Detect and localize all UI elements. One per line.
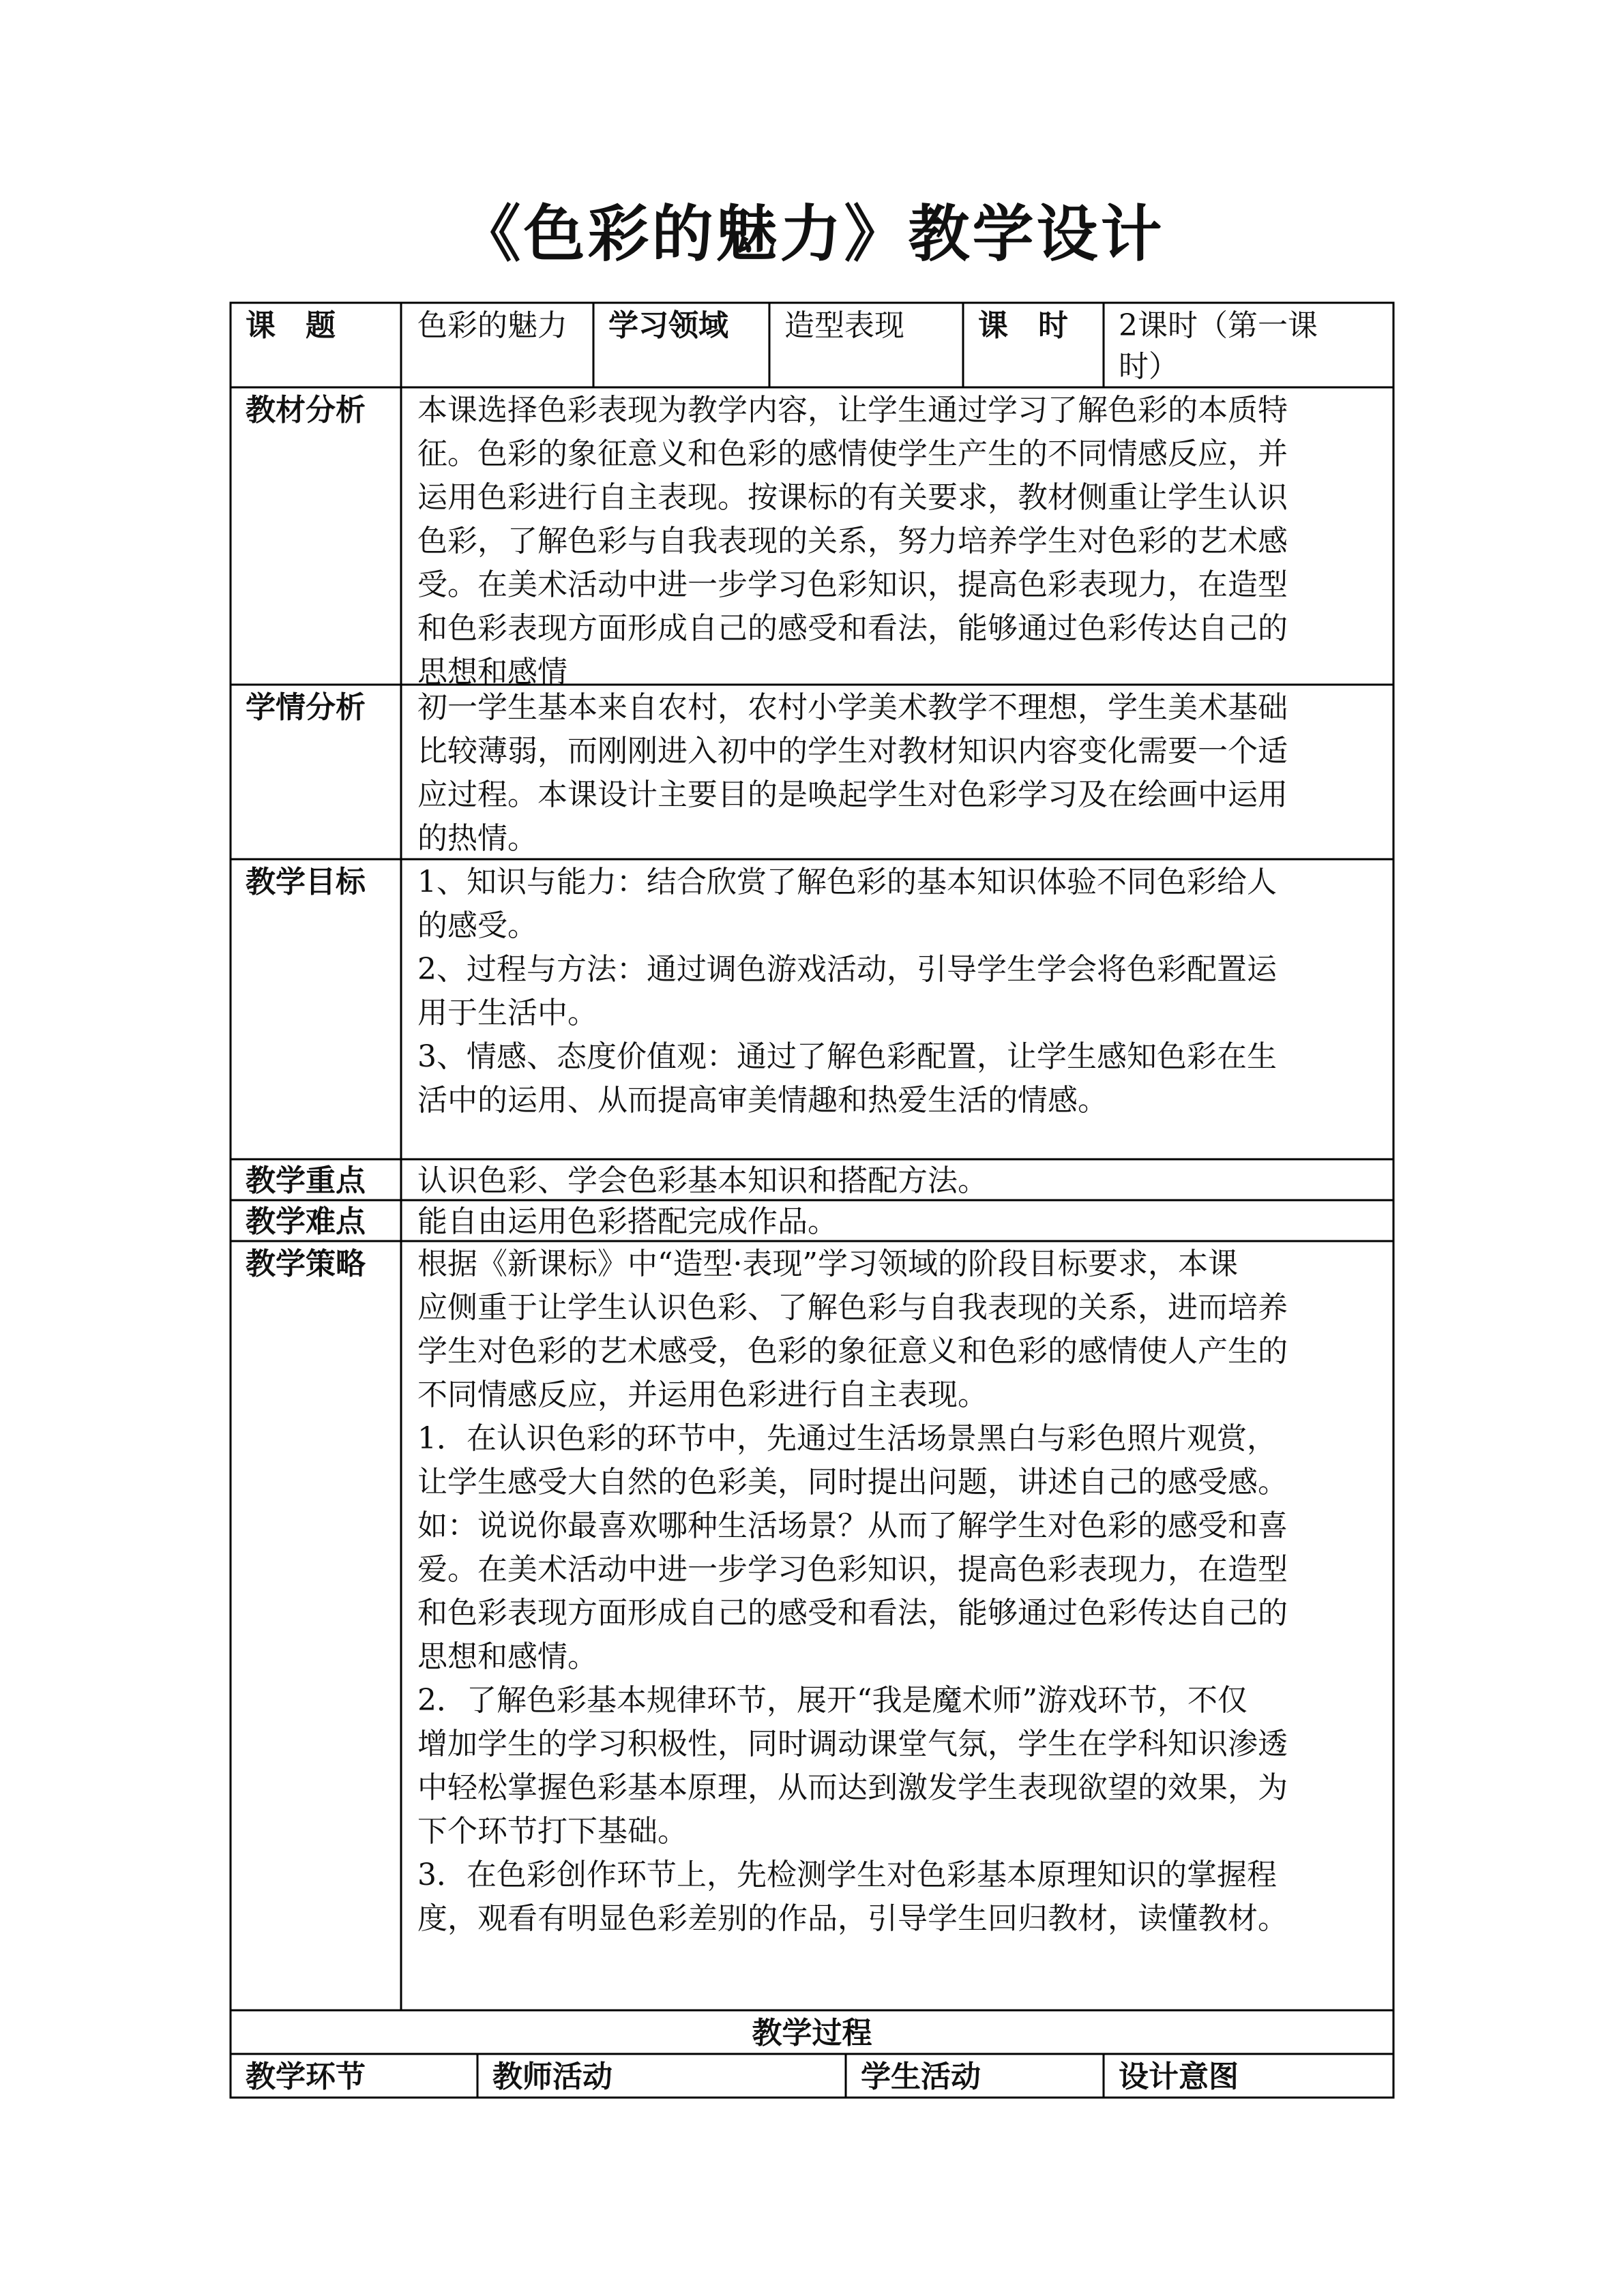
hours-value-line-1: 2课时（第一课 xyxy=(1119,308,1318,343)
strategy-line: 让学生感受大自然的色彩美，同时提出问题，讲述自己的感受感。 xyxy=(417,1465,1288,1500)
key-text: 认识色彩、学会色彩基本知识和搭配方法。 xyxy=(417,1163,988,1198)
process-col-teacher: 教师活动 xyxy=(492,2059,612,2094)
strategy-line: 度，观看有明显色彩差别的作品，引导学生回归教材，读懂教材。 xyxy=(417,1901,1288,1936)
material-line: 征。色彩的象征意义和色彩的感情使学生产生的不同情感反应，并 xyxy=(417,436,1288,471)
strategy-line: 爱。在美术活动中进一步学习色彩知识，提高色彩表现力，在造型 xyxy=(417,1552,1288,1587)
strategy-label: 教学策略 xyxy=(246,1247,366,1281)
hours-label: 课 时 xyxy=(978,308,1068,343)
material-line: 受。在美术活动中进一步学习色彩知识，提高色彩表现力，在造型 xyxy=(417,567,1288,602)
strategy-line: 下个环节打下基础。 xyxy=(417,1814,688,1849)
key-label: 教学重点 xyxy=(246,1163,366,1198)
strategy-line: 应侧重于让学生认识色彩、了解色彩与自我表现的关系，进而培养 xyxy=(417,1290,1288,1325)
strategy-line: 3．在色彩创作环节上，先检测学生对色彩基本原理知识的掌握程 xyxy=(417,1858,1277,1892)
strategy-line: 和色彩表现方面形成自己的感受和看法，能够通过色彩传达自己的 xyxy=(417,1596,1288,1630)
strategy-line: 不同情感反应，并运用色彩进行自主表现。 xyxy=(417,1377,988,1412)
strategy-line: 根据《新课标》中“造型·表现”学习领域的阶段目标要求，本课 xyxy=(417,1247,1238,1281)
process-col-intent: 设计意图 xyxy=(1119,2059,1239,2094)
strategy-line: 增加学生的学习积极性，同时调动课堂气氛，学生在学科知识渗透 xyxy=(417,1727,1288,1761)
students-line: 初一学生基本来自农村，农村小学美术教学不理想，学生美术基础 xyxy=(417,690,1288,725)
material-label: 教材分析 xyxy=(246,393,366,428)
hours-value-line-2: 时） xyxy=(1119,349,1179,384)
strategy-line: 2．了解色彩基本规律环节，展开“我是魔术师”游戏环节，不仅 xyxy=(417,1683,1247,1718)
material-line: 本课选择色彩表现为教学内容，让学生通过学习了解色彩的本质特 xyxy=(417,393,1288,428)
topic-value: 色彩的魅力 xyxy=(417,308,567,343)
students-line: 比较薄弱，而刚刚进入初中的学生对教材知识内容变化需要一个适 xyxy=(417,734,1288,769)
goals-label: 教学目标 xyxy=(246,865,366,899)
students-line: 的热情。 xyxy=(417,821,537,856)
material-line: 运用色彩进行自主表现。按课标的有关要求，教材侧重让学生认识 xyxy=(417,480,1288,515)
field-label: 学习领域 xyxy=(608,308,728,343)
students-label: 学情分析 xyxy=(246,690,366,725)
material-line: 思想和感情 xyxy=(417,655,567,689)
strategy-line: 中轻松掌握色彩基本原理，从而达到激发学生表现欲望的效果，为 xyxy=(417,1770,1288,1805)
topic-label: 课 题 xyxy=(246,308,336,343)
goals-line: 活中的运用、从而提高审美情趣和热爱生活的情感。 xyxy=(417,1083,1108,1118)
goals-line: 1、知识与能力：结合欣赏了解色彩的基本知识体验不同色彩给人 xyxy=(417,865,1277,899)
difficulty-label: 教学难点 xyxy=(246,1204,366,1239)
strategy-line: 1．在认识色彩的环节中，先通过生活场景黑白与彩色照片观赏， xyxy=(417,1421,1277,1456)
process-col-stage: 教学环节 xyxy=(246,2059,366,2094)
strategy-line: 学生对色彩的艺术感受，色彩的象征意义和色彩的感情使人产生的 xyxy=(417,1334,1288,1369)
material-line: 色彩，了解色彩与自我表现的关系，努力培养学生对色彩的艺术感 xyxy=(417,524,1288,558)
goals-line: 2、过程与方法：通过调色游戏活动，引导学生学会将色彩配置运 xyxy=(417,952,1277,987)
goals-line: 用于生活中。 xyxy=(417,996,597,1030)
document-title: 《色彩的魅力》教学设计 xyxy=(459,198,1165,270)
material-line: 和色彩表现方面形成自己的感受和看法，能够通过色彩传达自己的 xyxy=(417,611,1288,646)
difficulty-text: 能自由运用色彩搭配完成作品。 xyxy=(417,1204,838,1239)
process-title: 教学过程 xyxy=(752,2016,872,2051)
field-value: 造型表现 xyxy=(784,308,904,343)
goals-line: 的感受。 xyxy=(417,908,537,943)
students-line: 应过程。本课设计主要目的是唤起学生对色彩学习及在绘画中运用 xyxy=(417,777,1288,812)
strategy-line: 如：说说你最喜欢哪种生活场景？从而了解学生对色彩的感受和喜 xyxy=(417,1508,1288,1543)
goals-line: 3、情感、态度价值观：通过了解色彩配置，让学生感知色彩在生 xyxy=(417,1039,1277,1074)
strategy-line: 思想和感情。 xyxy=(417,1639,597,1674)
process-col-student: 学生活动 xyxy=(861,2059,981,2094)
